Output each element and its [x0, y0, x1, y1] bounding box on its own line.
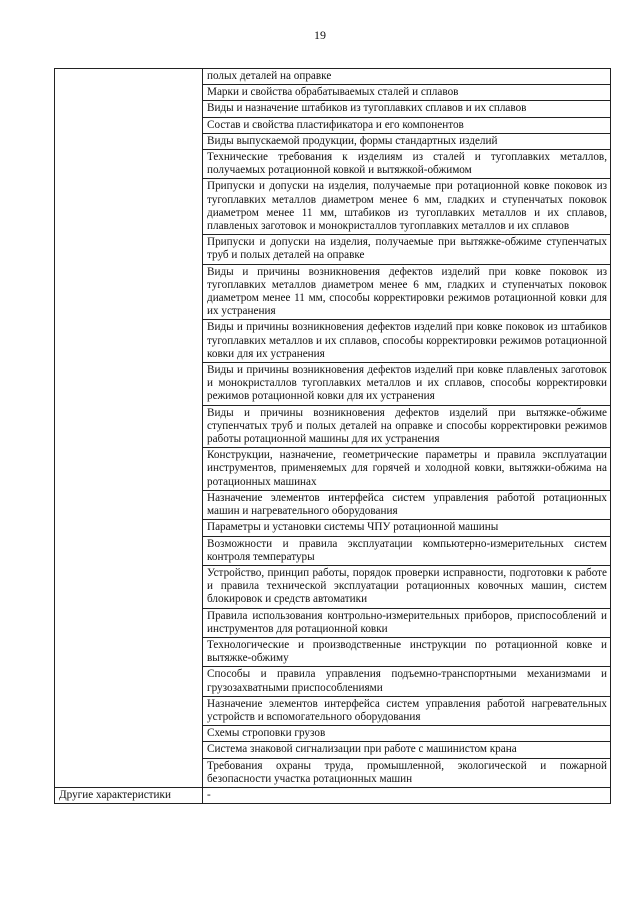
requirement-cell: Виды и причины возникновения дефектов изделий при ковке поковок из штабиков тугоплавких металлов и их сплавов, способы корректировки режимов ротационной ковки для их устранения [203, 320, 611, 363]
requirement-cell: Параметры и установки системы ЧПУ ротационной машины [203, 520, 611, 536]
requirement-cell: Схемы строповки грузов [203, 726, 611, 742]
requirement-cell: Технологические и производственные инструкции по ротационной ковке и вытяжке-обжиму [203, 637, 611, 666]
page-number: 19 [314, 28, 326, 42]
requirement-cell: Правила использования контрольно-измерительных приборов, приспособлений и инструментов для ротационной ковки [203, 608, 611, 637]
requirement-cell: Виды выпускаемой продукции, формы стандартных изделий [203, 133, 611, 149]
requirement-cell: Устройство, принцип работы, порядок проверки исправности, подготовки к работе и правила технической эксплуатации ротационных ковочных машин, систем блокировок и средств автоматики [203, 565, 611, 608]
requirement-cell: Припуски и допуски на изделия, получаемые при ротационной ковке поковок из тугоплавких металлов диаметром менее 6 мм, гладких и ступенчатых поковок диаметром менее 11 мм, штабиков из тугоплавких металлов и их сплавов, плавленых заготовок и монокристаллов тугоплавких металлов и их сплавов [203, 179, 611, 235]
requirement-cell: Виды и причины возникновения дефектов изделий при вытяжке-обжиме ступенчатых труб и полых деталей на оправке и способы корректировки режимов работы ротационной машины для их устранения [203, 405, 611, 448]
requirement-cell: Возможности и правила эксплуатации компьютерно-измерительных систем контроля температуры [203, 536, 611, 565]
requirement-cell: Система знаковой сигнализации при работе с машинистом крана [203, 742, 611, 758]
requirement-cell: Конструкции, назначение, геометрические параметры и правила эксплуатации инструментов, применяемых для горячей и холодной ковки, вытяжки-обжима на ротационных машинах [203, 448, 611, 491]
left-empty-cell [55, 69, 203, 788]
requirement-cell: Виды и причины возникновения дефектов изделий при ковке плавленых заготовок и монокристаллов тугоплавких металлов и их сплавов, способы корректировки режимов ротационной ковки для их устранения [203, 363, 611, 406]
other-characteristics-label: Другие характеристики [55, 787, 203, 803]
other-characteristics-row [55, 787, 611, 803]
requirement-cell: полых деталей на оправке [203, 69, 611, 85]
requirement-cell: Виды и назначение штабиков из тугоплавких сплавов и их сплавов [203, 101, 611, 117]
requirement-cell: Назначение элементов интерфейса систем управления работой нагревательных устройств и вспомогательного оборудования [203, 696, 611, 725]
requirements-table-body [55, 69, 611, 804]
table-row [55, 69, 611, 85]
requirement-cell: Состав и свойства пластификатора и его компонентов [203, 117, 611, 133]
requirement-cell: Способы и правила управления подъемно-транспортными механизмами и грузозахватными приспособлениями [203, 667, 611, 696]
other-characteristics-value: - [203, 787, 611, 803]
requirement-cell: Технические требования к изделиям из сталей и тугоплавких металлов, получаемых ротационной ковкой и вытяжкой-обжимом [203, 150, 611, 179]
requirement-cell: Требования охраны труда, промышленной, экологической и пожарной безопасности участка ротационных машин [203, 758, 611, 787]
requirement-cell: Марки и свойства обрабатываемых сталей и сплавов [203, 85, 611, 101]
requirement-cell: Назначение элементов интерфейса систем управления работой ротационных машин и нагревательного оборудования [203, 490, 611, 519]
requirement-cell: Припуски и допуски на изделия, получаемые при вытяжке-обжиме ступенчатых труб и полых деталей на оправке [203, 235, 611, 264]
requirement-cell: Виды и причины возникновения дефектов изделий при ковке поковок из тугоплавких металлов диаметром менее 6 мм, гладких и ступенчатых поковок диаметром менее 11 мм, способы корректировки режимов ротационной ковки для их устранения [203, 264, 611, 320]
requirements-table [54, 68, 611, 804]
